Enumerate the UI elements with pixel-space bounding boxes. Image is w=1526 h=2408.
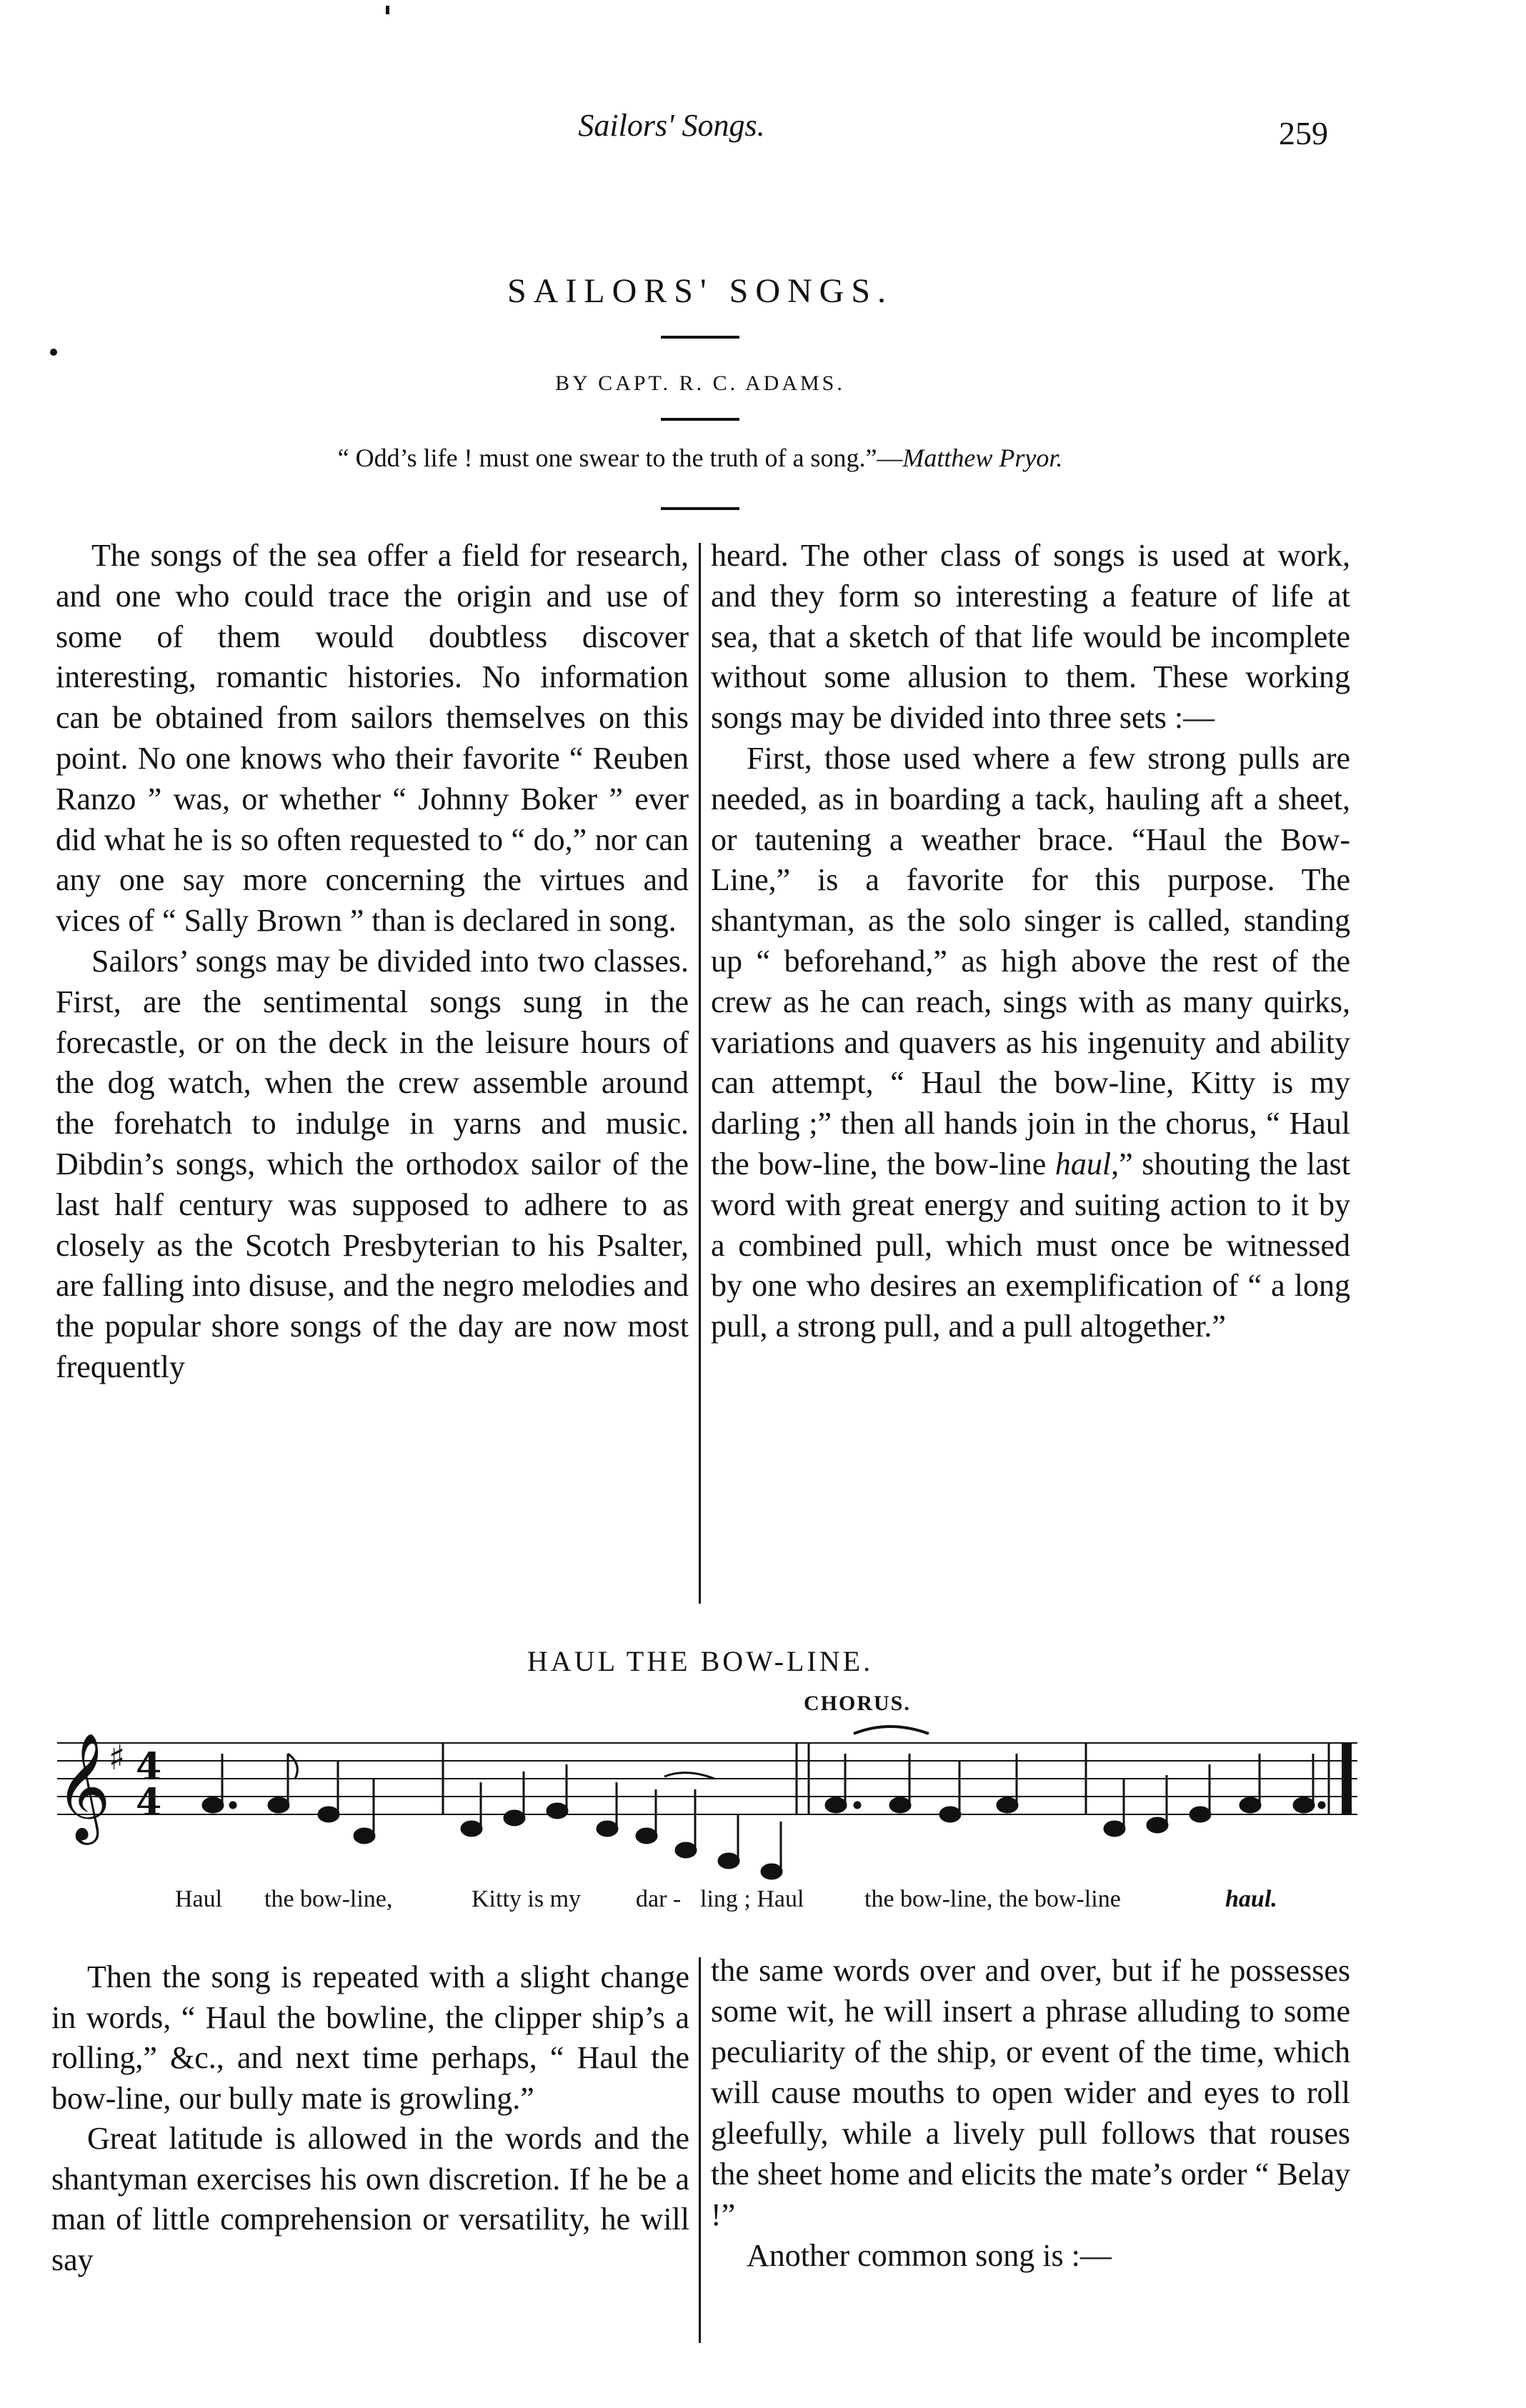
epigraph-quote: “ Odd’s life ! must one swear to the truth of a song.”— — [337, 444, 903, 472]
left-column-bottom — [51, 1957, 689, 2280]
emphasis-text: haul — [1054, 1146, 1112, 1181]
chorus-slur — [854, 1727, 929, 1734]
lyric-syllable: dar - — [636, 1886, 682, 1912]
paragraph: Great latitude is allowed in the words and the shantyman exercises his own discretion. If he be a man of little comprehension or versatility, he will say — [51, 2121, 689, 2277]
paragraph: Another common song is :— — [747, 2238, 1112, 2273]
right-column-bottom — [711, 1950, 1350, 2276]
running-title: Sailors' Songs. — [578, 108, 765, 143]
staff-lines — [57, 1743, 1357, 1814]
paragraph: Then the song is repeated with a slight change in words, “ Haul the bowline, the clipper ship’s a rolling,” &c., and next time perhaps, “ Haul the bow-line, our bully mate is growling.” — [51, 1959, 689, 2116]
article-title: SAILORS' SONGS. — [507, 272, 894, 310]
right-column-top — [711, 536, 1350, 1347]
chorus-label: CHORUS. — [804, 1692, 911, 1715]
lyric-syllable: ling ; Haul — [700, 1886, 804, 1912]
epigraph — [0, 443, 1400, 473]
left-column-top — [56, 536, 689, 1388]
treble-clef-icon: 𝄞 — [56, 1732, 111, 1840]
lyric-syllable: the bow-line, — [264, 1886, 393, 1912]
paragraph-text: First, those used where a few strong pulls are needed, as in boarding a tack, hauling aft a sheet, or tautening a weather brace. “Haul the Bow-Line,” is a favorite for this purpose. The shantyman, as the solo singer is called, standing up “ beforehand,” as high above the rest of the crew as he can reach, sings with as many quirks, variations and quavers as his ingenuity and ability can attempt, “ Haul the bow-line, Kitty is my darling ;” then all hands join in the chorus, “ Haul the bow-line, the bow-line — [711, 740, 1350, 1181]
column-divider — [699, 543, 701, 1604]
epigraph-rule — [661, 507, 739, 510]
print-speck — [50, 349, 57, 356]
paragraph-text: ,” shouting the last word with great energy and suiting action to it by a combined pull, which must once be witnessed by one who desires an exemplification of “ a long pull, a strong pull, and a pull altogether.” — [711, 1146, 1350, 1344]
lyric-syllable: the bow-line, the bow-line — [864, 1886, 1121, 1912]
time-signature: 4 — [136, 1781, 162, 1824]
lyric-syllable: Kitty is my — [472, 1886, 582, 1912]
epigraph-attribution: Matthew Pryor. — [902, 444, 1063, 472]
paragraph — [711, 739, 1350, 1347]
final-barline — [1342, 1743, 1352, 1814]
column-divider — [699, 1957, 701, 2343]
lyric-syllable: haul. — [1225, 1886, 1277, 1912]
print-speck — [386, 6, 389, 14]
music-title: HAUL THE BOW-LINE. — [527, 1645, 874, 1677]
title-rule — [661, 336, 739, 339]
music-staff — [43, 1711, 1372, 1889]
lyric-syllable: Haul — [175, 1886, 223, 1912]
sharp-icon: ♯ — [109, 1738, 126, 1778]
article-byline: BY CAPT. R. C. ADAMS. — [555, 371, 845, 395]
page-number: 259 — [1279, 115, 1328, 151]
paragraph: the same words over and over, but if he possesses some wit, he will insert a phrase alluding to some peculiarity of the ship, or event of the time, which will cause mouths to open wider and eyes to roll gleefully, while a lively pull follows that rouses the sheet home and elicits the mate’s order “ Belay !” — [711, 1953, 1350, 2232]
paragraph: heard. The other class of songs is used at work, and they form so interesting a feature of life at sea, that a sketch of that life would be incomplete without some allusion to them. These working songs may be divided into three sets :— — [711, 538, 1350, 736]
paragraph: The songs of the sea offer a field for research, and one who could trace the origin and use of some of them would doubtless discover interesting, romantic histories. No information can be obtained from sailors themselves on this point. No one knows who their favorite “ Reuben Ranzo ” was, or whether “ Johnny Boker ” ever did what he is so often requested to “ do,” nor can any one say more concerning the virtues and vices of “ Sally Brown ” than is declared in song. — [56, 538, 689, 939]
notes — [203, 1754, 1325, 1879]
time-signature: 4 — [136, 1745, 162, 1789]
paragraph: Sailors’ songs may be divided into two classes. First, are the sentimental songs sung in the forecastle, or on the deck in the leisure hours of the dog watch, when the crew assemble around the forehatch to indulge in yarns and music. Dibdin’s songs, which the orthodox sailor of the last half century was supposed to adhere to as closely as the Scotch Presbyterian to his Psalter, are falling into disuse, and the negro melodies and the popular shore songs of the day are now most frequently — [56, 943, 689, 1384]
byline-rule — [661, 418, 739, 421]
